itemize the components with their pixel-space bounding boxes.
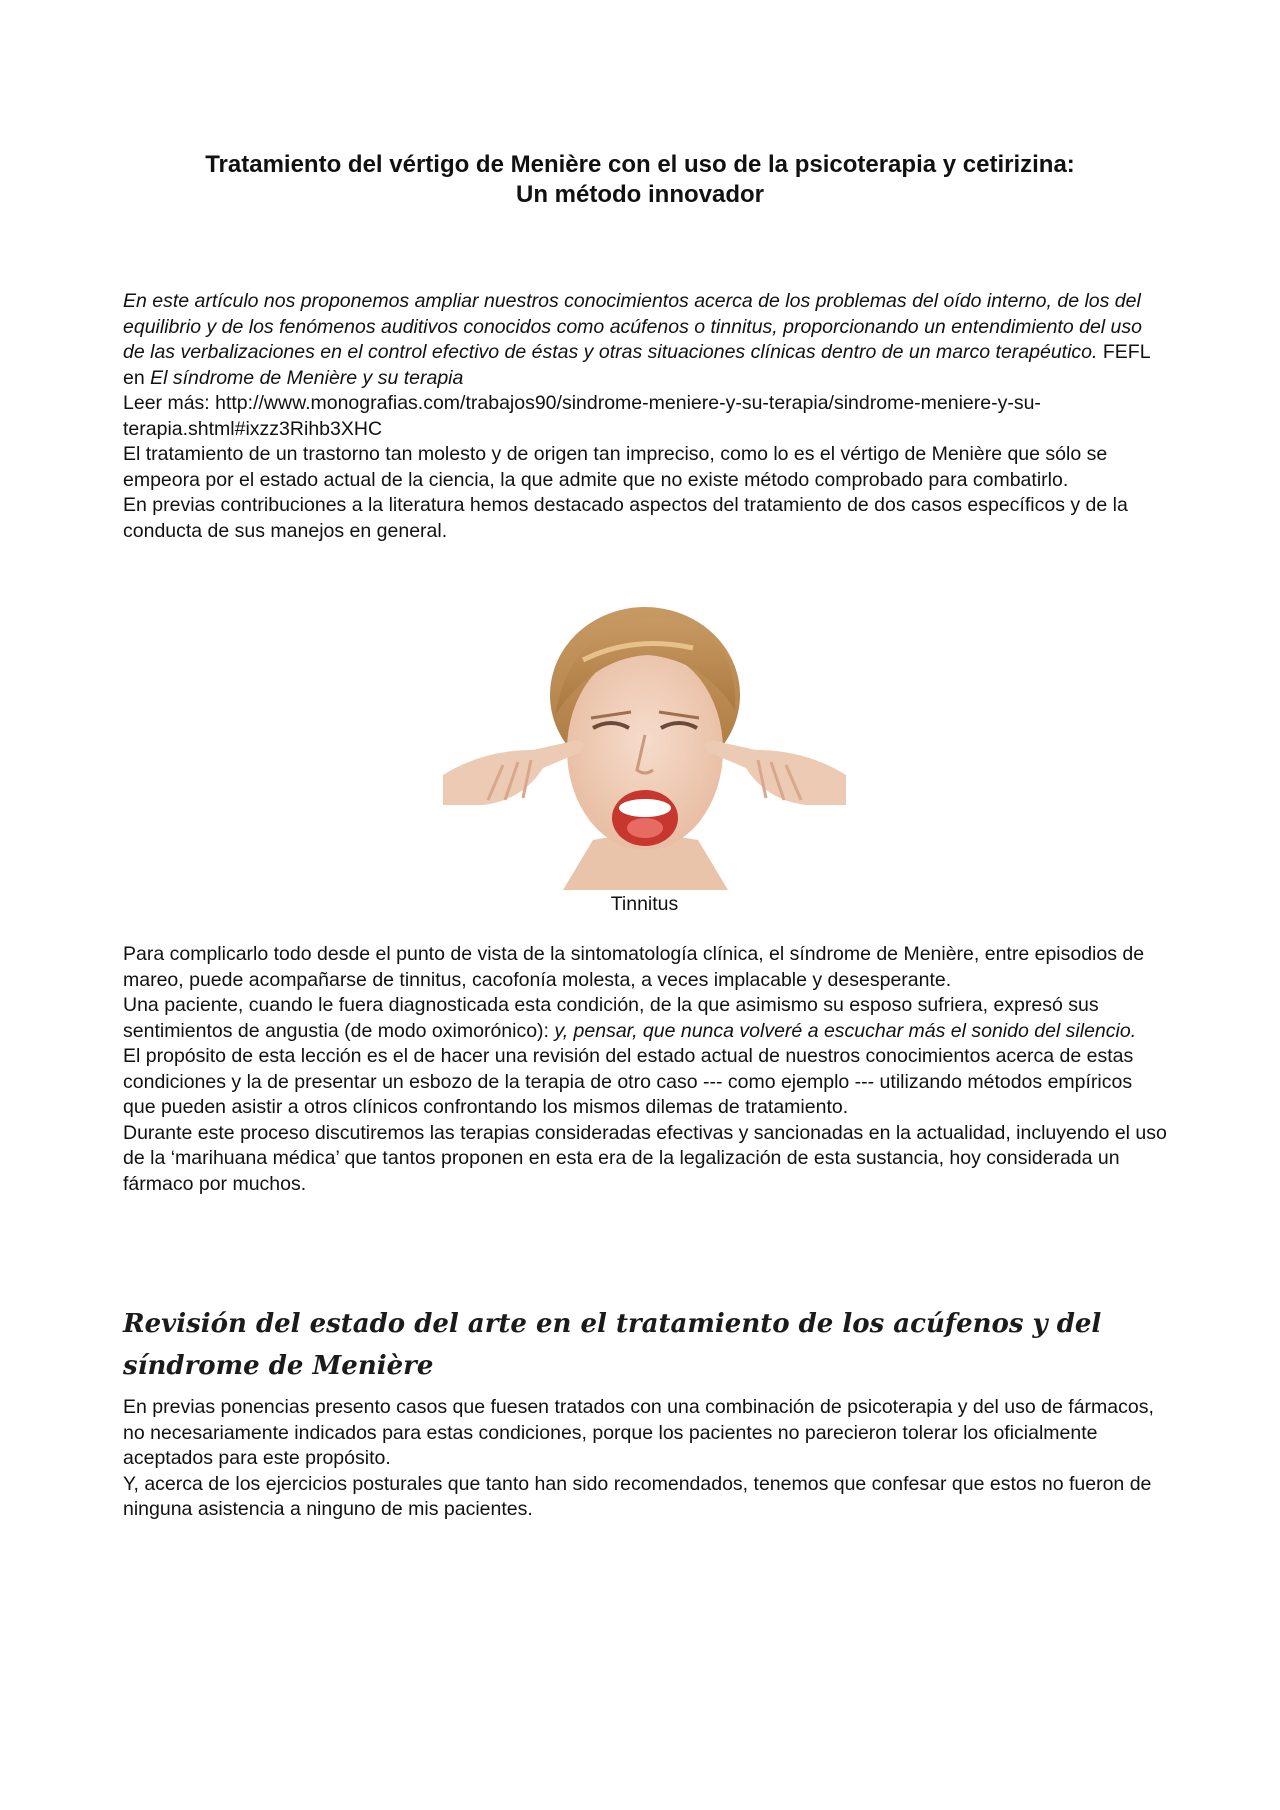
intro-block — [123, 289, 1168, 544]
section2-paragraph-2: Y, acerca de los ejercicios posturales que tanto han sido recomendados, tenemos que confesar que estos no fueron de ninguna asistencia a ninguno de mis pacientes. — [123, 1472, 1152, 1520]
intro-paragraph-2: En previas contribuciones a la literatura hemos destacado aspectos del tratamiento de dos casos específicos y de la conducta de sus manejos en general. — [123, 494, 1128, 542]
patient-quote: y, pensar, que nunca volveré a escuchar más el sonido del silencio. — [554, 1019, 1137, 1042]
figure-caption: Tinnitus — [610, 893, 679, 915]
section-2-heading: Revisión del estado del arte en el tratamiento de los acúfenos y del síndrome de Menière — [123, 1309, 1102, 1381]
section-1 — [123, 942, 1168, 1197]
section1-paragraph-2 — [123, 993, 1168, 1044]
section1-paragraph-1: Para complicarlo todo desde el punto de vista de la sintomatología clínica, el síndrome de Menière, entre episodios de mareo, puede acompañarse de tinnitus, cacofonía molesta, a veces implacable y desesperante. — [123, 943, 1145, 991]
section2-paragraph-1: En previas ponencias presento casos que fuesen tratados con una combinación de psicoterapia y del uso de fármacos, no necesariamente indicados para estas condiciones, porque los pacientes no parecieron tolerar los oficialmente aceptados para este propósito. — [123, 1396, 1154, 1469]
document-title — [120, 150, 1160, 210]
read-more-link[interactable]: Leer más: http://www.monografias.com/trabajos90/sindrome-meniere-y-su-terapia/sindrome-meniere-y-su-terapia.shtml#ixzz3Rihb3XHC — [123, 392, 1041, 440]
intro-quote-paragraph — [123, 289, 1168, 391]
intro-source-title: El síndrome de Menière y su terapia — [150, 366, 464, 389]
intro-paragraph-1: El tratamiento de un trastorno tan molesto y de origen tan impreciso, como lo es el vértigo de Menière que sólo se empeora por el estado actual de la ciencia, la que admite que no existe método comprobado para combatirlo. — [123, 443, 1108, 491]
section1-paragraph-4: Durante este proceso discutiremos las terapias consideradas efectivas y sancionadas en la actualidad, incluyendo el uso de la ‘marihuana médica’ que tantos proponen en esta era de la legalización de esta sustancia, hoy considerada un fármaco por muchos. — [123, 1121, 1167, 1195]
woman-covering-ears-image — [443, 600, 846, 890]
intro-quote: En este artículo nos proponemos ampliar nuestros conocimientos acerca de los problemas del oído interno, de los del equilibrio y de los fenómenos auditivos conocidos como acúfenos o tinnitus, proporcionando un entendimiento del uso de las verbalizaciones en el control efectivo de éstas y otras situaciones clínicas dentro de un marco terapéutico. — [123, 290, 1142, 363]
intro-author: FEFL en — [123, 341, 1150, 389]
section1-p2-text: Una paciente, cuando le fuera diagnosticada esta condición, de la que asimismo su esposo sufriera, expresó sus sentimientos de angustia (de modo oximorónico): — [123, 994, 1099, 1042]
tinnitus-photo — [443, 600, 846, 890]
title-line-1: Tratamiento del vértigo de Menière con el uso de la psicoterapia y cetirizina: — [205, 151, 1075, 178]
section1-paragraph-3: El propósito de esta lección es el de hacer una revisión del estado actual de nuestros conocimientos acerca de estas condiciones y la de presentar un esbozo de la terapia de otro caso --- como ejemplo --- utilizando métodos empíricos que pueden asistir a otros clínicos confrontando los mismos dilemas de tratamiento. — [123, 1045, 1134, 1118]
title-line-2: Un método innovador — [516, 181, 764, 208]
section-2 — [123, 1395, 1168, 1523]
